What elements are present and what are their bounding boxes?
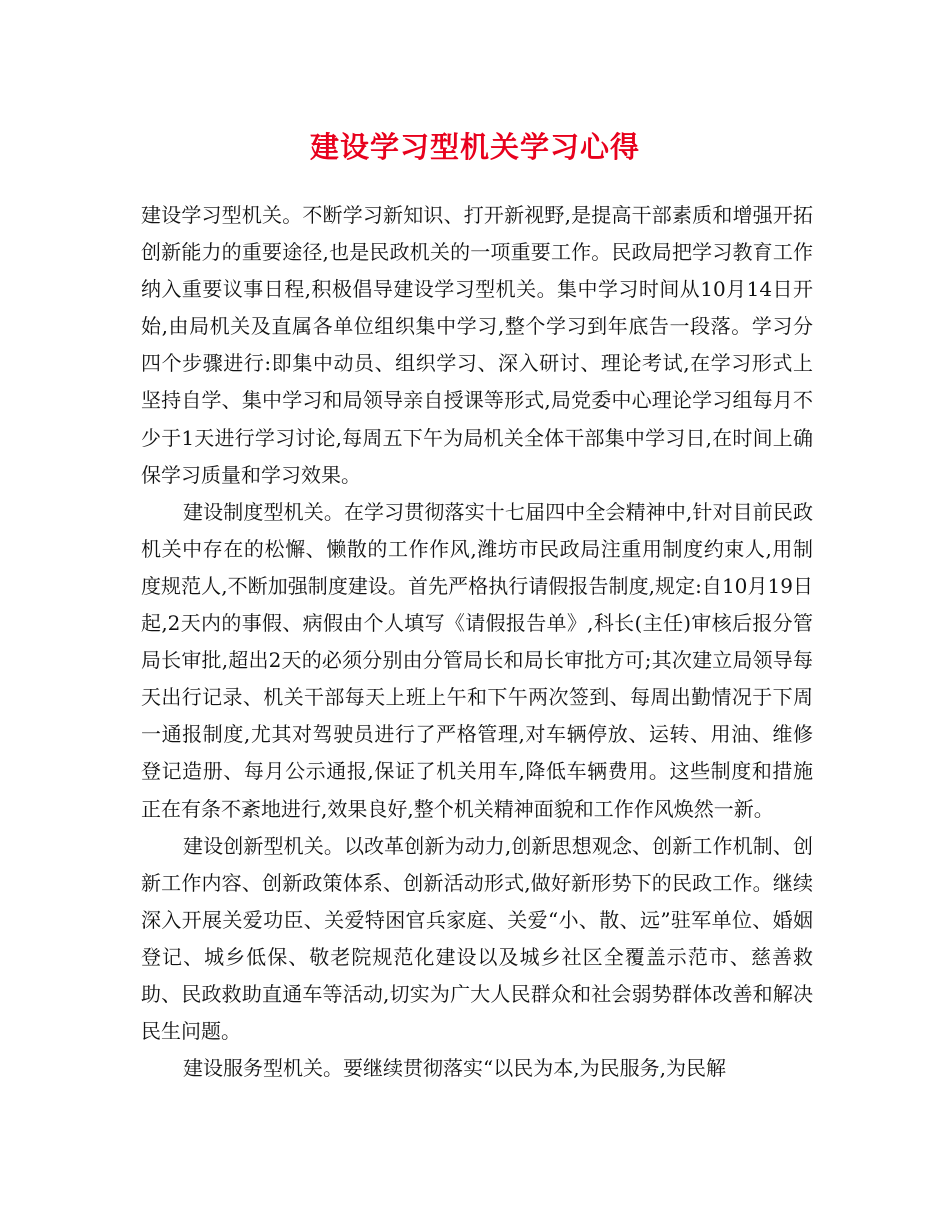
document-body	[141, 197, 813, 1087]
paragraph-learning-organ: 建设学习型机关。不断学习新知识、打开新视野,是提高干部素质和增强开拓创新能力的重要途径,也是民政机关的一项重要工作。民政局把学习教育工作纳入重要议事日程,积极倡导建设学习型机关。集中学习时间从10月14日开始,由局机关及直属各单位组织集中学习,整个学习到年底告一段落。学习分四个步骤进行:即集中动员、组织学习、深入研讨、理论考试,在学习形式上坚持自学、集中学习和局领导亲自授课等形式,局党委中心理论学习组每月不少于1天进行学习讨论,每周五下午为局机关全体干部集中学习日,在时间上确保学习质量和学习效果。	[141, 203, 813, 487]
paragraph-innovative-organ: 建设创新型机关。以改革创新为动力,创新思想观念、创新工作机制、创新工作内容、创新政策体系、创新活动形式,做好新形势下的民政工作。继续深入开展关爱功臣、关爱特困官兵家庭、关爱“小、散、远”驻军单位、婚姻登记、城乡低保、敬老院规范化建设以及城乡社区全覆盖示范市、慈善救助、民政救助直通车等活动,切实为广大人民群众和社会弱势群体改善和解决民生问题。	[141, 833, 813, 1044]
document-title: 建设学习型机关学习心得	[309, 130, 640, 164]
paragraph-service-organ: 建设服务型机关。要继续贯彻落实“以民为本,为民服务,为民解	[183, 1056, 726, 1081]
paragraph-institutional-organ: 建设制度型机关。在学习贯彻落实十七届四中全会精神中,针对目前民政机关中存在的松懈、懒散的工作作风,潍坊市民政局注重用制度约束人,用制度规范人,不断加强制度建设。首先严格执行请假报告制度,规定:自10月19日起,2天内的事假、病假由个人填写《请假报告单》,科长(主任)审核后报分管局长审批,超出2天的必须分别由分管局长和局长审批方可;其次建立局领导每天出行记录、机关干部每天上班上午和下午两次签到、每周出勤情况于下周一通报制度,尤其对驾驶员进行了严格管理,对车辆停放、运转、用油、维修登记造册、每月公示通报,保证了机关用车,降低车辆费用。这些制度和措施正在有条不紊地进行,效果良好,整个机关精神面貌和工作作风焕然一新。	[141, 499, 813, 821]
